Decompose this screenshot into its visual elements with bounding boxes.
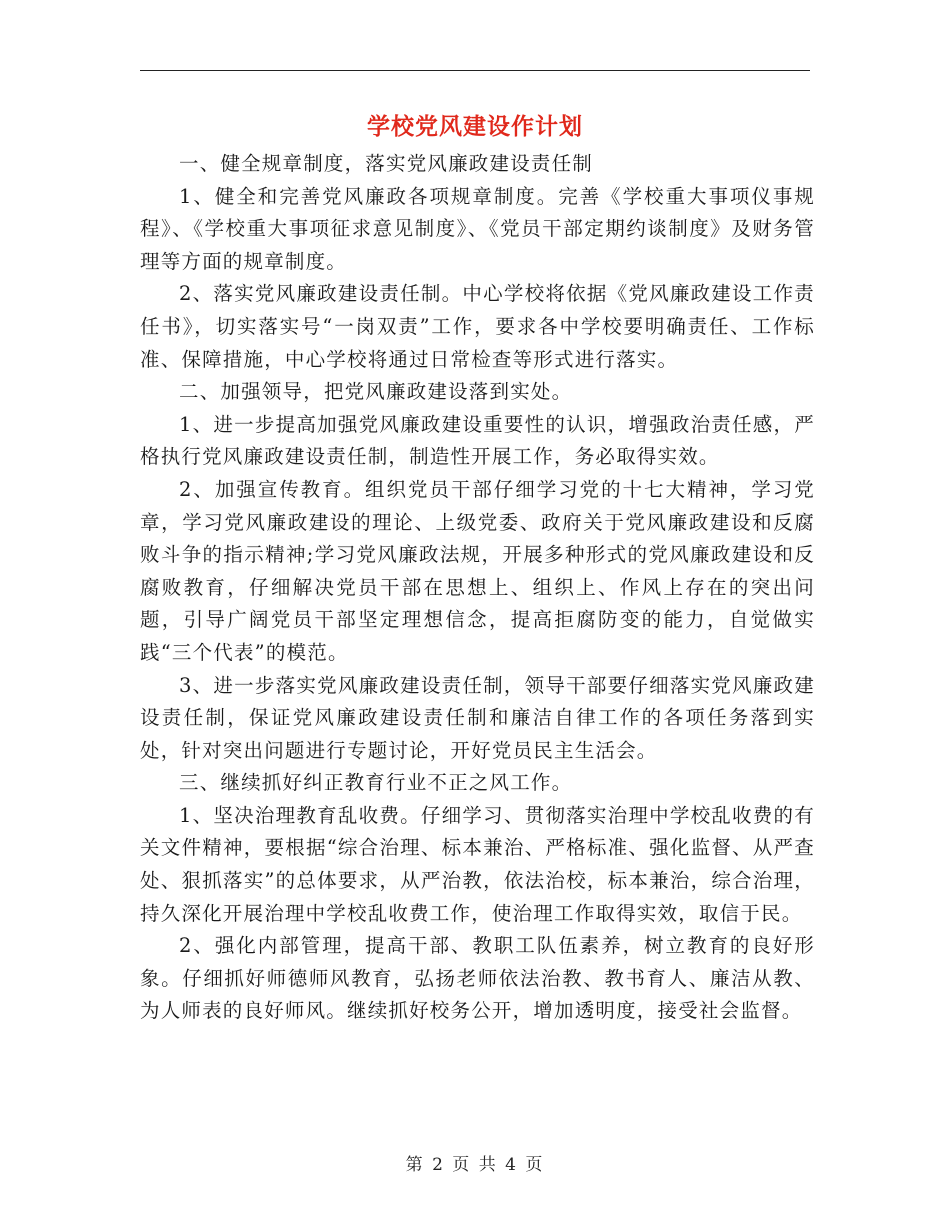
paragraph: 2、落实党风廉政建设责任制。中心学校将依据《党风廉政建设工作责任书》，切实落实号“一岗双责”工作，要求各中学校要明确责任、工作标准、保障措施，中心学校将通过日常检查等形式进行落实。 <box>140 282 815 371</box>
document-body <box>140 148 815 1028</box>
paragraph: 2、加强宣传教育。组织党员干部仔细学习党的十七大精神，学习党章，学习党风廉政建设的理论、上级党委、政府关于党风廉政建设和反腐败斗争的指示精神;学习党风廉政法规，开展多种形式的党风廉政建设和反腐败教育，仔细解决党员干部在思想上、组织上、作风上存在的突出问题，引导广阔党员干部坚定理想信念，提高拒腐防变的能力，自觉做实践“三个代表”的模范。 <box>140 477 815 664</box>
header-rule <box>140 70 810 71</box>
paragraph: 1、坚决治理教育乱收费。仔细学习、贯彻落实治理中学校乱收费的有关文件精神，要根据“综合治理、标本兼治、严格标准、强化监督、从严查处、狠抓落实”的总体要求，从严治教，依法治校，标本兼治，综合治理，持久深化开展治理中学校乱收费工作，使治理工作取得实效，取信于民。 <box>140 803 815 925</box>
section-heading-3: 三、继续抓好纠正教育行业不正之风工作。 <box>179 771 573 795</box>
document-title: 学校党风建设作计划 <box>367 114 583 140</box>
section-heading-2: 二、加强领导，把党风廉政建设落到实处。 <box>179 380 573 404</box>
paragraph: 3、进一步落实党风廉政建设责任制，领导干部要仔细落实党风廉政建设责任制，保证党风廉政建设责任制和廉洁自律工作的各项任务落到实处，针对突出问题进行专题讨论，开好党员民主生活会。 <box>140 673 815 762</box>
section-heading-1: 一、健全规章制度，落实党风廉政建设责任制 <box>179 152 594 175</box>
paragraph: 2、强化内部管理，提高干部、教职工队伍素养，树立教育的良好形象。仔细抓好师德师风教育，弘扬老师依法治教、教书育人、廉洁从教、为人师表的良好师风。继续抓好校务公开，增加透明度，接受社会监督。 <box>140 934 815 1023</box>
page-number-footer: 第 2 页 共 4 页 <box>405 1155 545 1175</box>
paragraph: 1、进一步提高加强党风廉政建设重要性的认识，增强政治责任感，严格执行党风廉政建设责任制，制造性开展工作，务必取得实效。 <box>140 412 815 469</box>
paragraph: 1、健全和完善党风廉政各项规章制度。完善《学校重大事项仪事规程》、《学校重大事项征求意见制度》、《党员干部定期约谈制度》及财务管理等方面的规章制度。 <box>140 184 815 273</box>
